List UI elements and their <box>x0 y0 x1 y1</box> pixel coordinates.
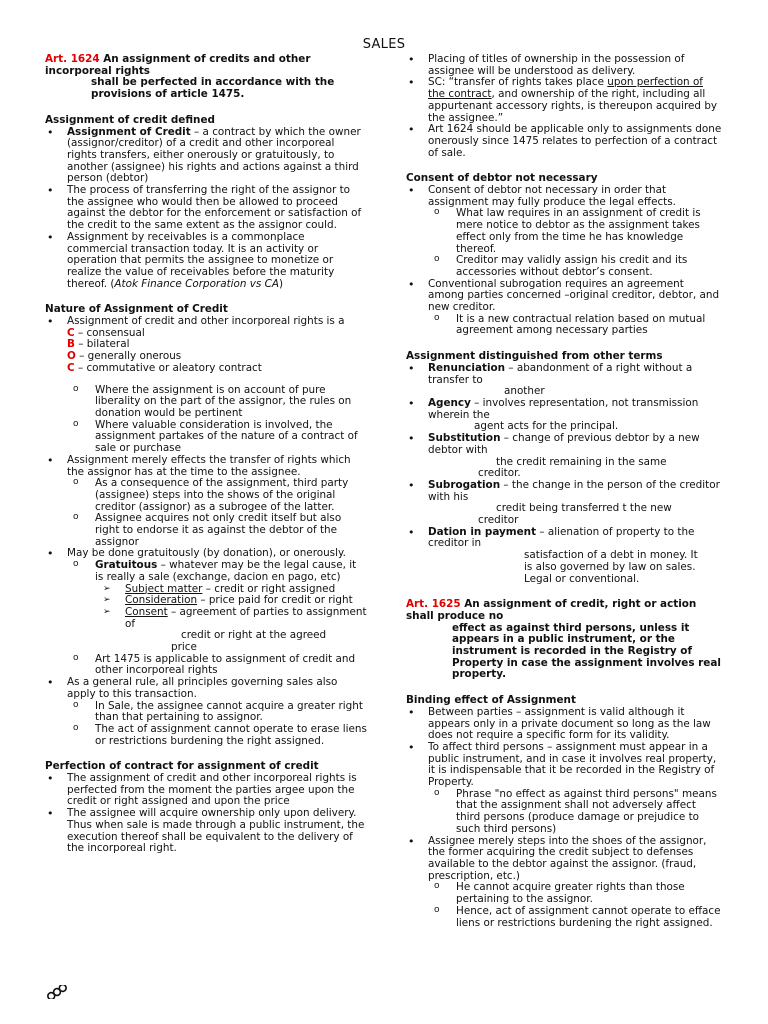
term-item: • Renunciation – abandonment of a right without a transfer to another <box>406 363 722 398</box>
section-heading: Binding effect of Assignment <box>406 694 576 707</box>
term-item: • Agency – involves representation, not transmission wherein the agent acts for the principal. <box>406 398 722 433</box>
element-item: ➢ Consent – agreement of parties to assignment of credit or right at the agreed price <box>45 607 367 654</box>
sub-list-item: o The act of assignment cannot operate to erase liens or restrictions burdening the right assigned. <box>45 724 367 747</box>
section-heading: Assignment of credit defined <box>45 113 215 126</box>
sub-list-item: o It is a new contractual relation based on mutual agreement among necessary parties <box>406 314 722 337</box>
sub-list-item: o Hence, act of assignment cannot operate to efface liens or restrictions burdening the right assigned. <box>406 906 722 929</box>
list-item: • Assignee merely steps into the shoes of the assignor, the former acquiring the credit subject to defenses available to the debtor against the assignor. (fraud, prescription, etc.) o He cannot acquire greater rights than those pertaining to the assignor. o Hence, act of assignment cannot operate to efface liens or restrictions burdening the right assigned. <box>406 836 722 930</box>
section-heading: Consent of debtor not necessary <box>406 172 598 185</box>
article-text: An assignment of credits and other incorporeal rights <box>45 53 311 77</box>
term-item: • Substitution – change of previous debtor by a new debtor with the credit remaining in the same creditor. <box>406 433 722 480</box>
term: Assignment of Credit <box>67 125 191 138</box>
list-item: • The assignment of credit and other incorporeal rights is perfected from the moment the parties argee upon the credit or right assigned and upon the price <box>45 773 367 808</box>
term-item: • Subrogation – the change in the person of the creditor with his credit being transferred t the new creditor <box>406 480 722 527</box>
sub-list-item: o Creditor may validly assign his credit and its accessories without debtor’s consent. <box>406 255 722 278</box>
sub-list-item: o Phrase "no effect as against third persons" means that the assignment shall not adversely affect third persons (produce damage or prejudice to such third persons) <box>406 789 722 836</box>
article-text: An assignment of credit, right or action shall produce no <box>406 598 697 622</box>
cbomo-item: C – consensual <box>67 326 145 339</box>
sub-list-item: o What law requires in an assignment of credit is mere notice to debtor as the assignment takes effect only from the time he has knowledge thereof. <box>406 208 722 255</box>
cbomo-item: C – commutative or aleatory contract <box>67 361 262 374</box>
decorative-stamp-icon <box>44 985 70 999</box>
list-item: • Consent of debtor not necessary in order that assignment may fully produce the legal effects. o What law requires in an assignment of credit is mere notice to debtor as the assignment takes effect only from the time he has knowledge thereof. o Creditor may validly assign his credit and its accessories without debtor’s consent. <box>406 185 722 279</box>
article-number: Art. 1625 <box>406 598 461 611</box>
article-text-continued: shall be perfected in accordance with the provisions of article 1475. <box>91 76 335 101</box>
sub-list-item: o As a consequence of the assignment, third party (assignee) steps into the shows of the original creditor (assignor) as a subrogee of the latter. <box>45 478 367 513</box>
section-heading: Assignment distinguished from other terms <box>406 350 663 363</box>
list-item <box>45 232 367 291</box>
article-text-continued: effect as against third persons, unless it appears in a public instrument, or the instrument is recorded in the Registry of Property in case the assignment involves real property. <box>452 621 721 681</box>
sub-list-item: o Art 1475 is applicable to assignment of credit and other incorporeal rights <box>45 654 367 677</box>
page-title: SALES <box>362 37 406 52</box>
list-item: • As a general rule, all principles governing sales also apply to this transaction. o In Sale, the assignee cannot acquire a greater right than that pertaining to assignor. o The act of assignment cannot operate to erase liens or restrictions burdening the right assigned. <box>45 677 367 747</box>
term-item: • Dation in payment – alienation of property to the creditor in satisfaction of a debt in money. It is also governed by law on sales. Legal or conventional. <box>406 527 722 586</box>
list-item: • Conventional subrogation requires an agreement among parties concerned –original creditor, debtor, and new creditor. o It is a new contractual relation based on mutual agreement among necessary parties <box>406 279 722 338</box>
article-number: Art. 1624 <box>45 53 100 65</box>
cbomo-list <box>67 328 367 375</box>
text: ) <box>279 277 284 290</box>
section-heading: Nature of Assignment of Credit <box>45 303 228 316</box>
list-item <box>45 127 367 186</box>
list-item: • May be done gratuitously (by donation), or onerously. o Gratuitous – whatever may be the legal cause, it is really a sale (exchange, dacion en pago, etc) ➢ Subject matter – credit or right assigned ➢ Consideration – price paid for credit or right ➢ Consent – agreement of parties to assignment of credit or right at the agreed price o Art 1475 is applicable to assignment of credit and other incorporeal rights <box>45 548 367 677</box>
article-1625 <box>406 599 722 622</box>
element-item: ➢ Consideration – price paid for credit or right <box>45 595 367 607</box>
list-item: • Art 1624 should be applicable only to assignments done onerously since 1475 relates to perfection of a contract of sale. <box>406 124 722 159</box>
definition: – a contract by which the owner (assignor/creditor) of a credit and other incorporeal rights transfers, either onerously or gratuitously, to another (assignee) his rights and actions against a third person (debtor) <box>67 125 361 185</box>
sub-list-item: o He cannot acquire greater rights than those pertaining to the assignor. <box>406 882 722 905</box>
element-item: ➢ Subject matter – credit or right assigned <box>45 584 367 596</box>
section-heading: Perfection of contract for assignment of credit <box>45 760 319 773</box>
list-item: • The process of transferring the right of the assignor to the assignee who would then be allowed to proceed against the debtor for the enforcement or satisfaction of the credit to the same extent as the assignor could. <box>45 185 367 232</box>
sub-list-item: o Assignee acquires not only credit itself but also right to endorse it as against the debtor of the assignor <box>45 513 367 548</box>
sub-list-item: o In Sale, the assignee cannot acquire a greater right than that pertaining to assignor. <box>45 701 367 724</box>
sub-list-item: o Where the assignment is on account of pure liberality on the part of the assignor, the rules on donation would be pertinent <box>45 385 367 420</box>
list-item: • To affect third persons – assignment must appear in a public instrument, and in case it involves real property, it is indispensable that it be recorded in the Registry of Property. o Phrase "no effect as against third persons" means that the assignment shall not adversely affect third persons (produce damage or prejudice to such third persons) <box>406 742 722 836</box>
list-item: • Placing of titles of ownership in the possession of assignee will be understood as delivery. <box>406 54 722 77</box>
list-item: • The assignee will acquire ownership only upon delivery. Thus when sale is made through a public instrument, the execution thereof shall be equivalent to the delivery of the incorporeal right. <box>45 808 367 855</box>
sub-list-item: o Gratuitous – whatever may be the legal cause, it is really a sale (exchange, dacion en pago, etc) ➢ Subject matter – credit or right assigned ➢ Consideration – price paid for credit or right ➢ Consent – agreement of parties to assignment of credit or right at the agreed price <box>45 560 367 654</box>
cbomo-item: O – generally onerous <box>67 350 182 363</box>
sub-list-item: o Where valuable consideration is involved, the assignment partakes of the nature of a contract of sale or purchase <box>45 420 367 455</box>
article-1624 <box>45 54 367 77</box>
list-item: • SC: “transfer of rights takes place upon perfection of the contract, and ownership of the right, including all appurtenant accessory rights, is thereupon acquired by the assignee.” <box>406 77 722 124</box>
cbomo-item: B – bilateral <box>67 338 130 351</box>
text: Assignment by receivables is a commonplace commercial transaction today. It is an activity or operation that permits the assignee to monetize or realize the value of receivables before the maturity thereof. ( <box>67 230 335 290</box>
list-item: • Between parties – assignment is valid although it appears only in a private document so long as the law does not require a specific form for its validity. <box>406 707 722 742</box>
list-item: • Assignment of credit and other incorporeal rights is a C – consensual B – bilateral O – generally onerous C – commutative or aleatory contract <box>45 316 367 375</box>
left-column <box>45 54 367 855</box>
list-item: • Assignment merely effects the transfer of rights which the assignor has at the time to the assignee. o As a consequence of the assignment, third party (assignee) steps into the shows of the original creditor (assignor) as a subrogee of the latter. o Assignee acquires not only credit itself but also right to endorse it as against the debtor of the assignor <box>45 455 367 549</box>
case-citation: Atok Finance Corporation vs CA <box>114 277 280 290</box>
right-column <box>406 54 722 929</box>
